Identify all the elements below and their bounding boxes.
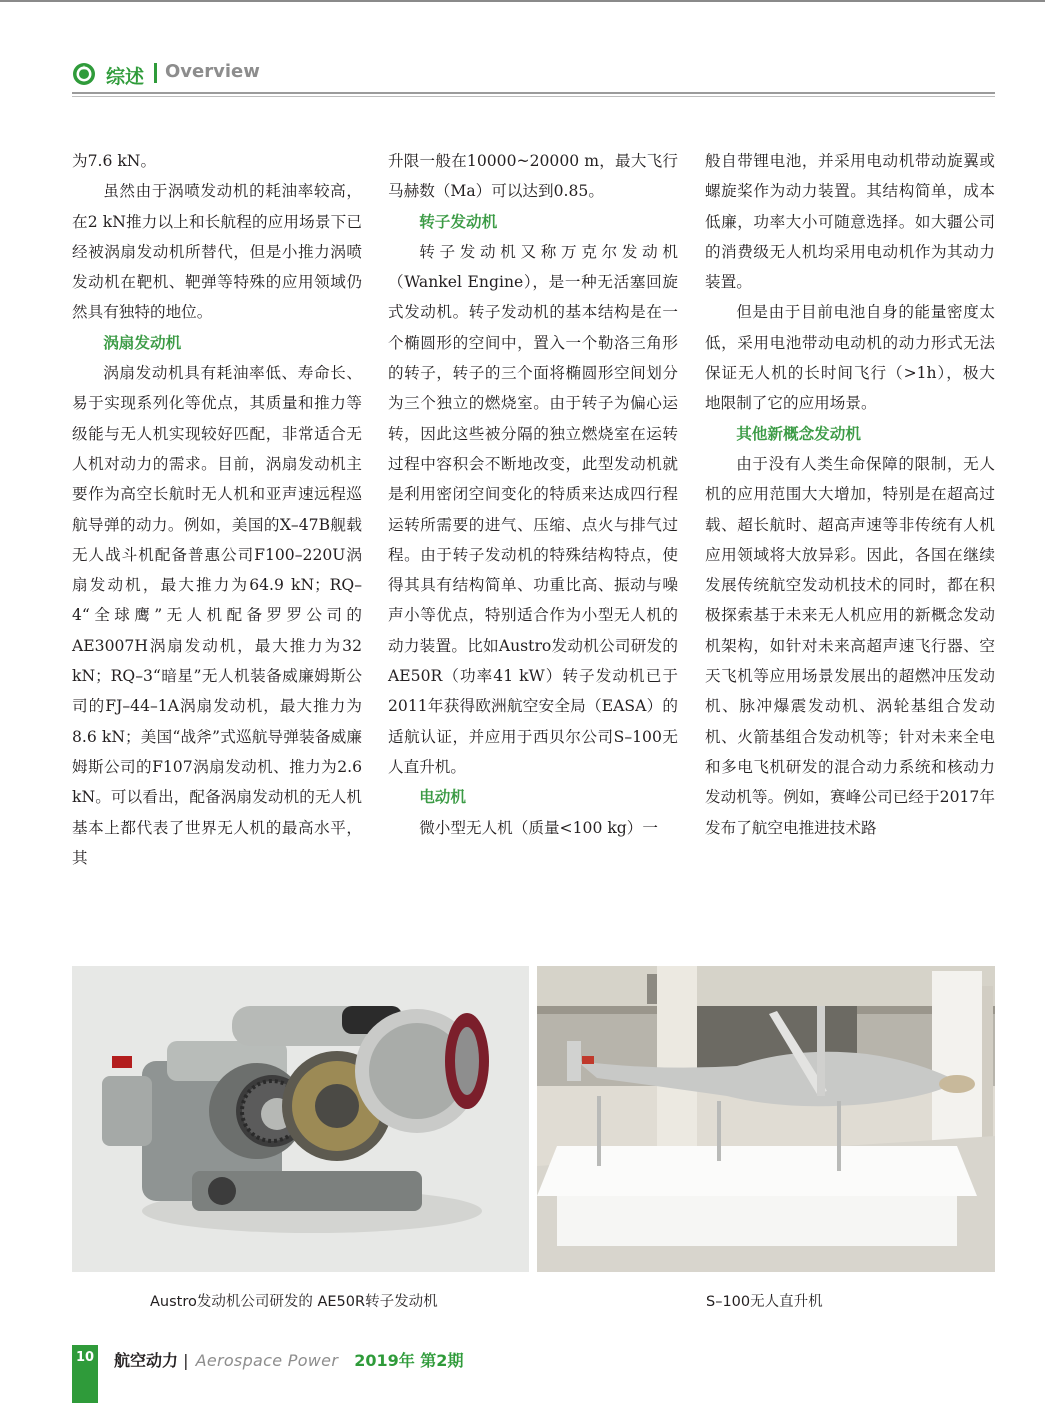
s100-helicopter-photo: [537, 966, 995, 1272]
section-title-en: Overview: [165, 61, 260, 82]
section-title-zh: 综述: [106, 66, 145, 88]
body-paragraph: 转子发动机又称万克尔发动机（Wankel Engine），是一种无活塞回旋式发动机。转子发动机的基本结构是在一个椭圆形的空间中，置入一个勒洛三角形的转子，转子的三个面将椭圆形空间划分为三个独立的燃烧室。由于转子为偏心运转，因此这些被分隔的独立燃烧室在运转过程中容积会不断地改变，此型发动机就是利用密闭空间变化的特质来达成四行程运转所需要的进气、压缩、点火与排气过程。由于转子发动机的特殊结构特点，使得其具有结构简单、功重比高、振动与噪声小等优点，特别适合作为小型无人机的动力装置。比如Austro发动机公司研发的AE50R（功率41 kW）转子发动机已于2011年获得欧洲航空安全局（EASA）的适航认证，并应用于西贝尔公司S–100无人直升机。: [388, 242, 678, 776]
body-paragraph: 为7.6 kN。: [72, 152, 157, 170]
figure-caption-1: Austro发动机公司研发的 AE50R转子发动机: [150, 1294, 438, 1310]
journal-name-zh: 航空动力: [114, 1351, 179, 1370]
body-paragraph: 涡扇发动机具有耗油率低、寿命长、易于实现系列化等优点，其质量和推力等级能与无人机实现较好匹配，非常适合无人机对动力的需求。目前，涡扇发动机主要作为高空长航时无人机和亚声速远程巡航导弹的动力。例如，美国的X–47B舰载无人战斗机配备普惠公司F100–220U涡扇发动机，最大推力为64.9 kN；RQ–4“全球鹰”无人机配备罗罗公司的AE3007H涡扇发动机，最大推力为32 kN；RQ–3“暗星”无人机装备威廉姆斯公司的FJ–44–1A涡扇发动机，最大推力为8.6 kN；美国“战斧”式巡航导弹装备威廉姆斯公司的F107涡扇发动机、推力为2.6 kN。可以看出，配备涡扇发动机的无人机基本上都代表了世界无人机的最高水平，其: [72, 364, 362, 867]
journal-logo-icon: [72, 62, 96, 86]
body-paragraph: 但是由于目前电池自身的能量密度太低，采用电池带动电动机的动力形式无法保证无人机的长时间飞行（>1h），极大地限制了它的应用场景。: [705, 303, 995, 413]
body-paragraph: 虽然由于涡喷发动机的耗油率较高，在2 kN推力以上和长航程的应用场景下已经被涡扇发动机所替代，但是小推力涡喷发动机在靶机、靶弹等特殊的应用领域仍然具有独特的地位。: [72, 182, 362, 322]
journal-name-en: Aerospace Power: [195, 1351, 339, 1370]
section-heading: 其他新概念发动机: [736, 424, 861, 443]
running-header: [72, 60, 995, 96]
top-rule: [0, 0, 1045, 2]
section-heading: 转子发动机: [419, 212, 498, 231]
body-paragraph: 由于没有人类生命保障的限制，无人机的应用范围大大增加，特别是在超高过载、超长航时、超高声速等非传统有人机应用领域将大放异彩。因此，各国在继续发展传统航空发动机技术的同时，都在积极探索基于未来无人机应用的新概念发动机架构，如针对未来高超声速飞行器、空天飞机等应用场景发展出的超燃冲压发动机、脉冲爆震发动机、涡轮基组合发动机、火箭基组合发动机等；针对未来全电和多电飞机研发的混合动力系统和核动力发动机等。例如，赛峰公司已经于2017年发布了航空电推进技术路: [705, 454, 995, 837]
body-paragraph: 微小型无人机（质量<100 kg）一: [419, 818, 658, 837]
issue-label: 2019年 第2期: [354, 1351, 464, 1370]
ae50r-engine-photo: [72, 966, 529, 1272]
body-paragraph: 般自带锂电池，并采用电动机带动旋翼或螺旋桨作为动力装置。其结构简单，成本低廉，功率大小可随意选择。如大疆公司的消费级无人机均采用电动机作为其动力装置。: [705, 152, 995, 292]
section-heading: 电动机: [419, 788, 466, 807]
text-column-3: [705, 146, 995, 843]
text-column-2: [388, 146, 678, 843]
page-number: 10: [75, 1350, 95, 1365]
header-rule-thin: [72, 96, 995, 97]
running-footer: [114, 1348, 463, 1371]
section-heading: 涡扇发动机: [103, 333, 182, 352]
body-paragraph: 升限一般在10000~20000 m，最大飞行马赫数（Ma）可以达到0.85。: [388, 152, 678, 201]
header-rule: [72, 92, 995, 94]
figure-caption-2: S–100无人直升机: [706, 1294, 823, 1310]
header-divider: [154, 63, 157, 83]
text-column-1: [72, 146, 362, 873]
footer-divider: |: [178, 1351, 194, 1370]
